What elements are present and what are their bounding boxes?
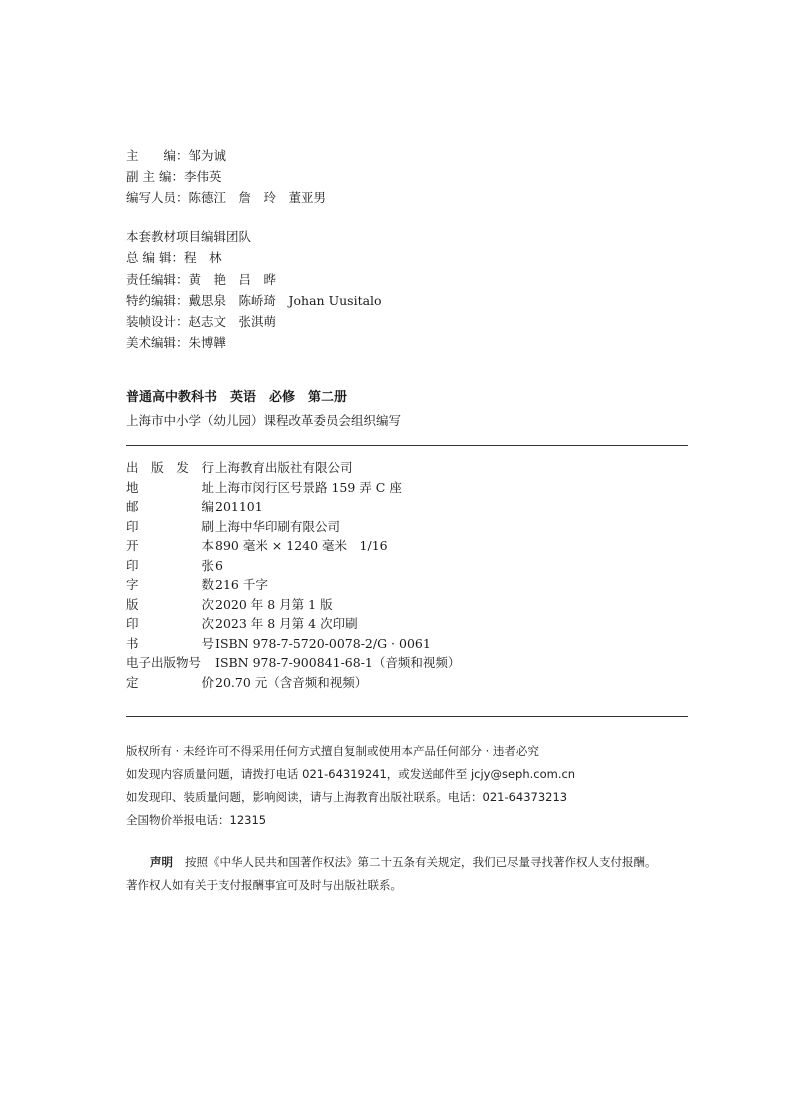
team-value: 黄 艳 吕 晔 xyxy=(188,271,277,287)
publication-value: 上海市闵行区号景路 159 弄 C 座 xyxy=(215,479,402,495)
editorial-team xyxy=(126,226,382,354)
credit-row xyxy=(126,166,326,187)
publication-label-char: 印 xyxy=(126,518,139,534)
credit-value: 陈德江 詹 玲 董亚男 xyxy=(188,190,327,205)
publication-row xyxy=(126,497,460,517)
publication-label-char: 印 xyxy=(126,557,139,573)
publication-value: 2023 年 8 月第 4 次印刷 xyxy=(215,616,358,631)
publication-label xyxy=(126,634,214,654)
publication-label-char: 版 xyxy=(126,596,139,612)
publication-value: 上海教育出版社有限公司 xyxy=(215,460,353,475)
publication-label-char: 编 xyxy=(201,499,214,514)
publication-label-char: 版 xyxy=(151,460,164,475)
publication-label-char: 地 xyxy=(126,479,139,495)
credit-row xyxy=(126,187,326,208)
publication-label-char: 价 xyxy=(201,674,214,690)
team-value: 程 林 xyxy=(183,250,222,266)
publication-label-char: 字 xyxy=(126,577,139,592)
publication-label xyxy=(126,458,214,478)
publication-row xyxy=(126,556,460,576)
publication-row xyxy=(126,458,460,478)
team-row xyxy=(126,311,382,332)
credit-row xyxy=(126,145,326,166)
publication-value: ISBN 978-7-5720-0078-2/G · 0061 xyxy=(215,635,431,651)
publication-value: 2020 年 8 月第 1 版 xyxy=(215,596,333,612)
note-line: 全国物价举报电话：12315 xyxy=(126,813,267,827)
publication-label-char: 定 xyxy=(126,674,139,690)
note-line: 版权所有 · 未经许可不得采用任何方式擅自复制或使用本产品任何部分 · 违者必究 xyxy=(126,744,539,758)
statement-label: 声明 xyxy=(150,855,173,869)
team-row xyxy=(126,332,382,353)
publication-label-char: 号 xyxy=(201,635,214,651)
credit-label: 编写人员： xyxy=(126,190,189,205)
publication-label xyxy=(126,497,214,517)
author-credits xyxy=(126,145,326,208)
divider-top xyxy=(126,445,688,446)
publication-label xyxy=(126,575,214,595)
publication-value: ISBN 978-7-900841-68-1（音频和视频） xyxy=(215,655,461,670)
publication-label-char: 出 xyxy=(126,460,139,475)
publication-label-char: 行 xyxy=(201,460,214,475)
publication-label xyxy=(126,614,214,634)
publication-value: 216 千字 xyxy=(215,577,268,592)
publication-value: 201101 xyxy=(215,499,263,514)
publication-label-char: 电子出版物号 xyxy=(126,655,202,670)
team-label: 美术编辑： xyxy=(126,335,189,351)
team-row xyxy=(126,247,382,268)
publication-row xyxy=(126,634,460,654)
team-label: 总 编 辑： xyxy=(126,250,184,266)
publication-value: 20.70 元（含音频和视频） xyxy=(215,674,368,690)
team-label: 责任编辑： xyxy=(126,271,189,287)
team-value: 赵志文 张淇萌 xyxy=(188,314,277,330)
publication-label xyxy=(126,478,214,498)
publication-value: 890 毫米 × 1240 毫米 1/16 xyxy=(215,538,388,553)
publication-value: 6 xyxy=(215,557,223,573)
publication-label-char: 张 xyxy=(201,557,214,573)
team-heading: 本套教材项目编辑团队 xyxy=(126,229,252,244)
team-value: 朱博韡 xyxy=(188,335,227,351)
credit-label: 主 编： xyxy=(126,148,189,163)
divider-bottom xyxy=(126,716,688,717)
publication-label-char: 发 xyxy=(176,460,189,475)
publication-label xyxy=(126,653,214,673)
publication-info xyxy=(126,458,460,692)
publication-label xyxy=(126,673,214,693)
publication-label xyxy=(126,595,214,615)
publication-value: 上海中华印刷有限公司 xyxy=(215,518,341,534)
publication-row xyxy=(126,595,460,615)
compiler-line: 上海市中小学（幼儿园）课程改革委员会组织编写 xyxy=(126,413,402,428)
note-line: 如发现印、装质量问题，影响阅读，请与上海教育出版社联系。电话：021-64373213 xyxy=(126,790,568,804)
publication-row xyxy=(126,517,460,537)
team-label: 特约编辑： xyxy=(126,292,189,308)
publication-label-char: 书 xyxy=(126,635,139,651)
publication-row xyxy=(126,614,460,634)
publication-label xyxy=(126,536,214,556)
credit-value: 李伟英 xyxy=(183,169,222,184)
statement-text: 按照《中华人民共和国著作权法》第二十五条有关规定，我们已尽量寻找著作权人支付报酬。 xyxy=(185,855,657,869)
statement xyxy=(126,851,691,897)
publication-row xyxy=(126,673,460,693)
publication-label-char: 开 xyxy=(126,538,139,553)
publication-label xyxy=(126,517,214,537)
publication-label-char: 刷 xyxy=(201,518,214,534)
publication-row xyxy=(126,536,460,556)
note-line: 如发现内容质量问题，请拨打电话 021-64319241，或发送邮件至 jcjy@seph.com.cn xyxy=(126,767,576,781)
publication-row xyxy=(126,653,460,673)
publication-row xyxy=(126,478,460,498)
book-title: 普通高中教科书 英语 必修 第二册 xyxy=(126,390,348,405)
publication-label-char: 次 xyxy=(201,616,214,631)
credit-label: 副 主 编： xyxy=(126,169,184,184)
team-row xyxy=(126,269,382,290)
copyright-notes xyxy=(126,740,575,832)
publication-label-char: 数 xyxy=(201,577,214,592)
team-value: 戴思泉 陈峤琦 Johan Uusitalo xyxy=(188,292,382,308)
publication-row xyxy=(126,575,460,595)
publication-label-char: 次 xyxy=(201,596,214,612)
publication-label-char: 址 xyxy=(201,479,214,495)
publication-label xyxy=(126,556,214,576)
team-row xyxy=(126,290,382,311)
publication-label-char: 本 xyxy=(201,538,214,553)
credit-value: 邹为诚 xyxy=(188,148,227,163)
publication-label-char: 邮 xyxy=(126,499,139,514)
publication-label-char: 印 xyxy=(126,616,139,631)
statement-text-continued: 著作权人如有关于支付报酬事宜可及时与出版社联系。 xyxy=(126,878,402,892)
team-label: 装帧设计： xyxy=(126,314,189,330)
